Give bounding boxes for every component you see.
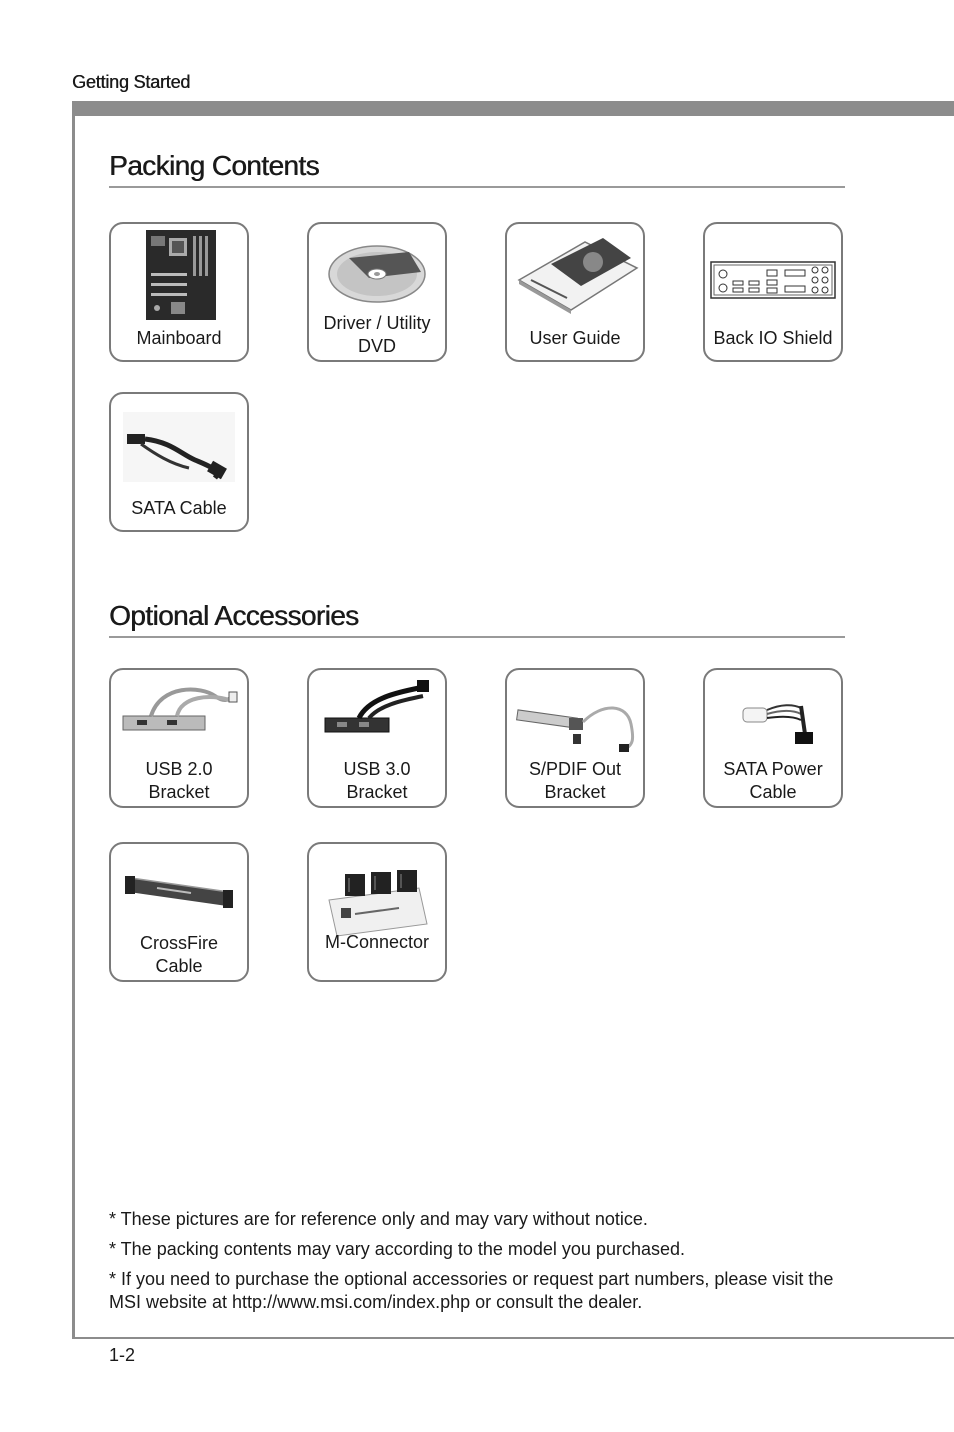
item-label: Back IO Shield — [713, 328, 833, 348]
usb3-bracket-icon — [309, 674, 445, 766]
item-driver-dvd — [307, 222, 447, 362]
item-user-guide — [505, 222, 645, 362]
item-mainboard — [109, 222, 249, 362]
usb2-bracket-icon — [111, 674, 247, 766]
item-back-io-shield — [703, 222, 843, 362]
bottom-rule — [72, 1337, 954, 1339]
optional-accessories-title: Optional Accessories — [109, 600, 845, 638]
page-number: 1-2 — [109, 1345, 136, 1365]
mainboard-icon — [111, 228, 247, 320]
item-label: USB 2.0 Bracket — [145, 759, 213, 802]
item-crossfire-cable — [109, 842, 249, 982]
item-label: User Guide — [529, 328, 621, 348]
item-label: CrossFire Cable — [139, 933, 218, 976]
item-sata-power-cable — [703, 668, 843, 808]
item-m-connector — [307, 842, 447, 982]
io-shield-icon — [705, 228, 841, 320]
note-purchase-accessories: * If you need to purchase the optional accessories or request part numbers, please visit the MSI website at http://www.msi.com/index.php or consult the dealer. — [109, 1269, 834, 1312]
spdif-bracket-icon — [507, 674, 643, 766]
sata-cable-icon — [111, 398, 247, 490]
dvd-icon — [309, 228, 445, 320]
item-label: S/PDIF Out Bracket — [528, 759, 622, 802]
user-guide-icon — [507, 228, 643, 320]
page-header-label: Getting Started — [72, 72, 191, 92]
m-connector-icon — [309, 848, 445, 940]
item-label: M-Connector — [324, 932, 430, 952]
note-reference-only: * These pictures are for reference only and may vary without notice. — [109, 1209, 648, 1229]
item-spdif-bracket — [505, 668, 645, 808]
crossfire-cable-icon — [111, 848, 247, 940]
item-label: Driver / Utility DVD — [323, 313, 431, 356]
item-sata-cable — [109, 392, 249, 532]
note-contents-vary: * The packing contents may vary according to the model you purchased. — [109, 1239, 685, 1259]
item-usb2-bracket — [109, 668, 249, 808]
item-label: USB 3.0 Bracket — [343, 759, 411, 802]
item-label: SATA Cable — [131, 498, 227, 518]
item-usb3-bracket — [307, 668, 447, 808]
sata-power-cable-icon — [705, 674, 841, 766]
header-bar — [72, 101, 954, 116]
item-label: Mainboard — [136, 328, 222, 348]
left-margin-rule — [72, 101, 75, 1339]
item-label: SATA Power Cable — [723, 759, 823, 802]
packing-contents-title: Packing Contents — [109, 150, 845, 188]
